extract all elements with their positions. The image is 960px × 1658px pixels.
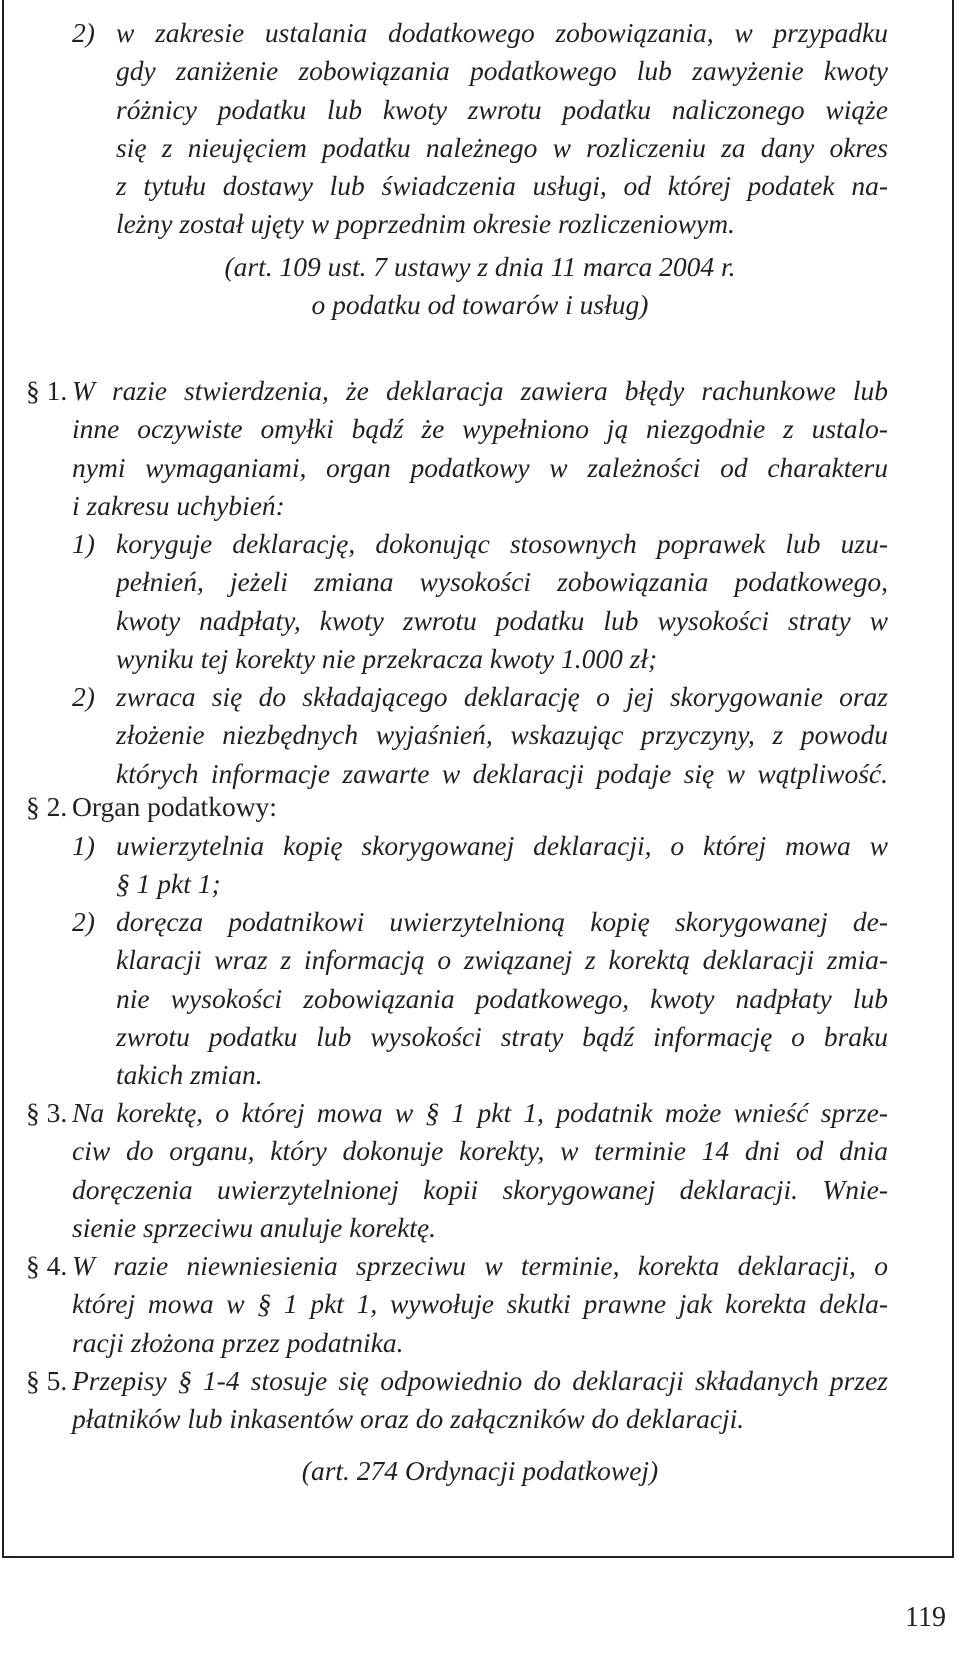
citation-tax-ordinance [40, 1452, 920, 1490]
paragraph-4-line: racji złożona przez podatnika. [72, 1326, 404, 1358]
paragraph-3-line: ciw do organu, który dokonuje korekty, w terminie 14 dni od dnia [72, 1135, 888, 1167]
intro-line: różnicy podatku lub kwoty zwrotu podatku naliczonego wiąże [116, 93, 888, 125]
paragraph-4-line: której mowa w § 1 pkt 1, wywołuje skutki prawne jak korekta dekla- [72, 1288, 888, 1320]
intro-line: gdy zaniżenie zobowiązania podatkowego lub zawyżenie kwoty [116, 55, 888, 87]
item-label: 1) [72, 528, 95, 559]
page-number: 119 [905, 1602, 946, 1633]
paragraph-1-line: inne oczywiste omyłki bądź że wypełniono ją niezgodnie z ustalo- [72, 413, 888, 445]
item-line: uwierzytelnia kopię skorygowanej deklaracji, o której mowa w [116, 830, 888, 861]
item-line: nie wysokości zobowiązania podatkowego, kwoty nadpłaty lub [116, 982, 888, 1014]
paragraph-5-label: § 5. [26, 1365, 68, 1396]
item-line: zwrotu podatku lub wysokości straty bądź informację o braku [116, 1020, 888, 1052]
item-line: § 1 pkt 1; [116, 868, 221, 900]
paragraph-3-line: doręczenia uwierzytelnionej kopii skorygowanej deklaracji. Wnie- [72, 1173, 888, 1205]
paragraph-3-line: sienie sprzeciwu anuluje korektę. [72, 1211, 437, 1243]
intro-item-label: 2) [72, 17, 95, 48]
item-label: 2) [72, 906, 95, 937]
item-line: klaracji wraz z informacją o związanej z korektą deklaracji zmia- [116, 944, 888, 976]
paragraph-1-label: § 1. [26, 375, 68, 406]
citation-line-1: (art. 109 ust. 7 ustawy z dnia 11 marca 2004 r. [224, 251, 736, 282]
intro-line: się z nieujęciem podatku należnego w rozliczeniu za dany okres [116, 131, 888, 163]
paragraph-2-text: Organ podatkowy: [72, 791, 277, 822]
paragraph-1-line: nymi wymaganiami, organ podatkowy w zależności od charakteru [72, 451, 888, 483]
item-line: doręcza podatnikowi uwierzytelnioną kopię skorygowanej de- [116, 906, 888, 937]
paragraph-4-line: W razie niewniesienia sprzeciwu w terminie, korekta deklaracji, o [72, 1250, 888, 1281]
intro-line: leżny został ujęty w poprzednim okresie rozliczeniowym. [116, 208, 735, 240]
citation-vat-act [40, 248, 920, 325]
paragraph-5-line: Przepisy § 1-4 stosuje się odpowiednio do deklaracji składanych przez [72, 1365, 888, 1396]
item-line: wyniku tej korekty nie przekracza kwoty 1.000 zł; [116, 642, 658, 674]
citation-line: (art. 274 Ordynacji podatkowej) [301, 1455, 659, 1486]
item-label: 2) [72, 681, 95, 712]
paragraph-3-label: § 3. [26, 1097, 68, 1128]
item-line: kwoty nadpłaty, kwoty zwrotu podatku lub wysokości straty w [116, 604, 888, 636]
item-line: pełnień, jeżeli zmiana wysokości zobowiązania podatkowego, [116, 566, 888, 598]
item-line: których informacje zawarte w deklaracji podaje się w wątpliwość. [116, 757, 888, 789]
paragraph-2-label: § 2. [26, 791, 68, 822]
item-label: 1) [72, 830, 95, 861]
paragraph-1-line: i zakresu uchybień: [72, 489, 285, 521]
paragraph-3-line: Na korektę, o której mowa w § 1 pkt 1, podatnik może wnieść sprze- [72, 1097, 888, 1128]
intro-line: z tytułu dostawy lub świadczenia usługi, od której podatek na- [116, 170, 888, 202]
paragraph-5-line: płatników lub inkasentów oraz do załączników do deklaracji. [72, 1403, 745, 1435]
item-line: zwraca się do składającego deklarację o jej skorygowanie oraz [116, 681, 888, 712]
paragraph-4-label: § 4. [26, 1250, 68, 1281]
item-line: koryguje deklarację, dokonując stosownych poprawek lub uzu- [116, 528, 888, 559]
item-line: takich zmian. [116, 1059, 263, 1091]
intro-line: w zakresie ustalania dodatkowego zobowiązania, w przypadku [116, 17, 888, 48]
paragraph-1-line: W razie stwierdzenia, że deklaracja zawiera błędy rachunkowe lub [72, 375, 888, 406]
item-line: złożenie niezbędnych wyjaśnień, wskazując przyczyny, z powodu [116, 719, 888, 751]
citation-line-2: o podatku od towarów i usług) [311, 289, 649, 321]
